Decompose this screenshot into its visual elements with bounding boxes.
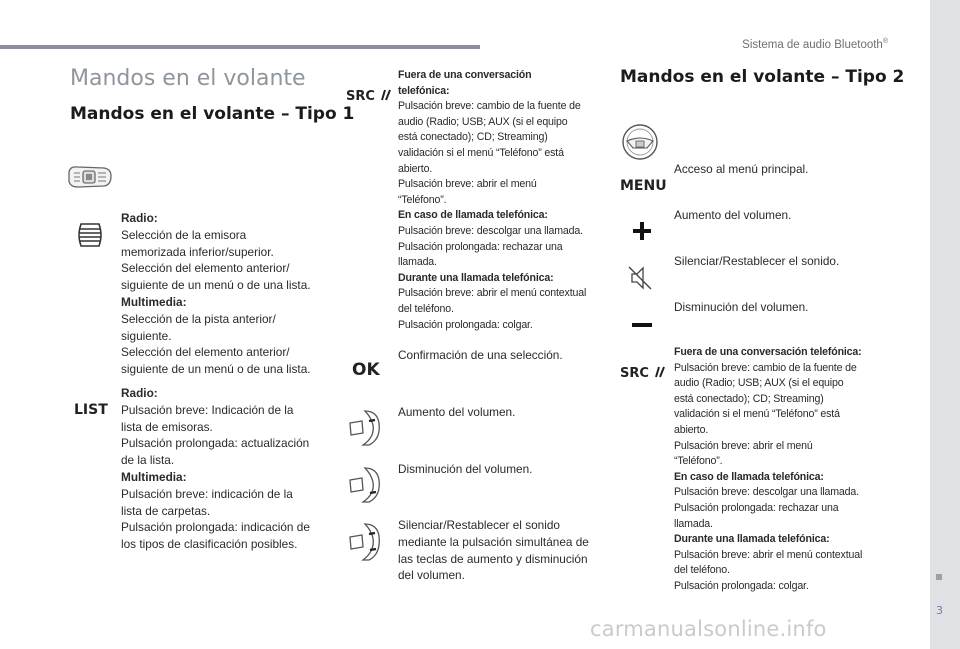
- text-line: Pulsación breve: descolgar una llamada.: [398, 224, 583, 237]
- text-line: “Teléfono”.: [674, 455, 723, 468]
- text-line: mediante la pulsación simultánea de: [398, 534, 589, 549]
- text-line: Pulsación prolongada: actualización: [121, 436, 310, 451]
- text-subheading: Multimedia:: [121, 294, 187, 309]
- text-line: llamada.: [398, 256, 437, 269]
- minus-icon: [631, 321, 653, 329]
- text-line: Pulsación breve: cambio de la fuente de: [674, 361, 857, 374]
- text-subheading: Durante una llamada telefónica:: [674, 533, 830, 546]
- text-line: Selección de la emisora: [121, 227, 247, 242]
- page-title: Mandos en el volante: [70, 66, 306, 91]
- text-line: abierto.: [398, 162, 433, 175]
- text-subheading: Multimedia:: [121, 469, 187, 484]
- ok-desc: Confirmación de una selección.: [398, 348, 563, 362]
- type1-list-desc: [121, 385, 351, 553]
- text-line: Pulsación prolongada: rechazar una: [674, 501, 839, 514]
- text-subheading: Durante una llamada telefónica:: [398, 271, 554, 284]
- plus-icon: [631, 220, 653, 242]
- text-line: está conectado); CD; Streaming): [674, 392, 824, 405]
- text-subheading: Fuera de una conversación telefónica:: [674, 346, 862, 358]
- text-line: del volumen.: [398, 568, 465, 583]
- text-line: Pulsación breve: abrir el menú contextual: [398, 287, 587, 300]
- text-subheading: En caso de llamada telefónica:: [674, 470, 824, 483]
- text-line: abierto.: [674, 423, 709, 436]
- src-key-icon: SRC: [346, 85, 392, 104]
- page-side-tab: [930, 0, 960, 649]
- text-line: siguiente de un menú o de una lista.: [121, 362, 311, 377]
- text-line: Pulsación breve: abrir el menú contextual: [674, 548, 863, 561]
- text-line: está conectado); CD; Streaming): [398, 131, 548, 144]
- text-line: las teclas de aumento y disminución: [398, 551, 588, 566]
- src-key-type2-icon: SRC: [620, 362, 666, 381]
- text-line: Silenciar/Restablecer el sonido: [398, 518, 560, 532]
- mute-desc: Silenciar/Restablecer el sonido.: [674, 254, 840, 268]
- type1-wheel-desc: [121, 210, 351, 378]
- phone-handset-icon: [380, 89, 392, 101]
- type1-heading: Mandos en el volante – Tipo 1: [70, 104, 355, 124]
- text-subheading: Radio:: [121, 211, 158, 225]
- watermark: carmanualsonline.info: [590, 617, 827, 641]
- text-line: Selección de la pista anterior/: [121, 311, 276, 326]
- text-line: del teléfono.: [398, 302, 454, 315]
- text-line: validación si el menú “Teléfono” está: [674, 408, 840, 421]
- text-line: Pulsación prolongada: colgar.: [398, 318, 533, 331]
- text-line: memorizada inferior/superior.: [121, 244, 274, 259]
- menu-desc: Acceso al menú principal.: [674, 162, 809, 176]
- thumbwheel-icon: [76, 222, 104, 248]
- text-line: de la lista.: [121, 453, 175, 468]
- ok-key-label: OK: [352, 360, 380, 380]
- header-rule: [0, 45, 480, 49]
- mute-lever-icon: [345, 522, 385, 562]
- text-line: Selección del elemento anterior/: [121, 345, 290, 360]
- text-line: audio (Radio; USB; AUX (si el equipo: [674, 377, 844, 390]
- steering-wheel-icon: [620, 122, 660, 162]
- text-line: Selección del elemento anterior/: [121, 261, 290, 276]
- text-line: “Teléfono”.: [398, 193, 447, 206]
- minus-desc: Disminución del volumen.: [674, 300, 809, 314]
- text-line: Pulsación breve: descolgar una llamada.: [674, 486, 859, 499]
- text-line: Pulsación breve: Indicación de la: [121, 402, 294, 417]
- text-line: Pulsación breve: cambio de la fuente de: [398, 100, 581, 113]
- text-line: Pulsación breve: indicación de la: [121, 486, 293, 501]
- end-marker: [936, 574, 942, 580]
- text-line: audio (Radio; USB; AUX (si el equipo: [398, 115, 568, 128]
- page-number: 3: [936, 604, 943, 617]
- text-line: Pulsación prolongada: indicación de: [121, 520, 310, 535]
- text-line: del teléfono.: [674, 564, 730, 577]
- text-line: Pulsación prolongada: colgar.: [674, 579, 809, 592]
- text-line: Pulsación breve: abrir el menú: [398, 178, 537, 191]
- section-title: Sistema de audio Bluetooth®: [742, 38, 888, 51]
- mute-speaker-icon: [627, 265, 653, 291]
- type2-heading: Mandos en el volante – Tipo 2: [620, 67, 905, 87]
- steering-control-type1-icon: [66, 162, 114, 192]
- text-subheading: Fuera de una conversación: [398, 69, 532, 81]
- text-line: siguiente.: [121, 328, 172, 343]
- type2-src-desc: [674, 345, 914, 595]
- text-subheading: telefónica:: [398, 84, 450, 97]
- middle-src-desc: [398, 68, 608, 333]
- text-subheading: Radio:: [121, 386, 158, 400]
- text-line: Pulsación prolongada: rechazar una: [398, 240, 563, 253]
- text-line: Pulsación breve: abrir el menú: [674, 439, 813, 452]
- mute-combo-desc: [398, 517, 608, 584]
- phone-handset-icon: [654, 366, 666, 378]
- text-line: lista de emisoras.: [121, 419, 213, 434]
- text-line: validación si el menú “Teléfono” está: [398, 146, 564, 159]
- volume-up-lever-icon: [345, 409, 385, 447]
- text-line: siguiente de un menú o de una lista.: [121, 278, 311, 293]
- volume-down-lever-icon: [345, 466, 385, 504]
- plus-desc: Aumento del volumen.: [674, 208, 792, 222]
- text-line: lista de carpetas.: [121, 503, 211, 518]
- text-line: los tipos de clasificación posibles.: [121, 537, 298, 552]
- menu-key-label: MENU: [620, 178, 667, 194]
- text-line: llamada.: [674, 517, 713, 530]
- volume-up-desc: Aumento del volumen.: [398, 405, 516, 419]
- text-subheading: En caso de llamada telefónica:: [398, 209, 548, 222]
- list-key-label: LIST: [74, 402, 108, 418]
- volume-down-desc: Disminución del volumen.: [398, 462, 533, 476]
